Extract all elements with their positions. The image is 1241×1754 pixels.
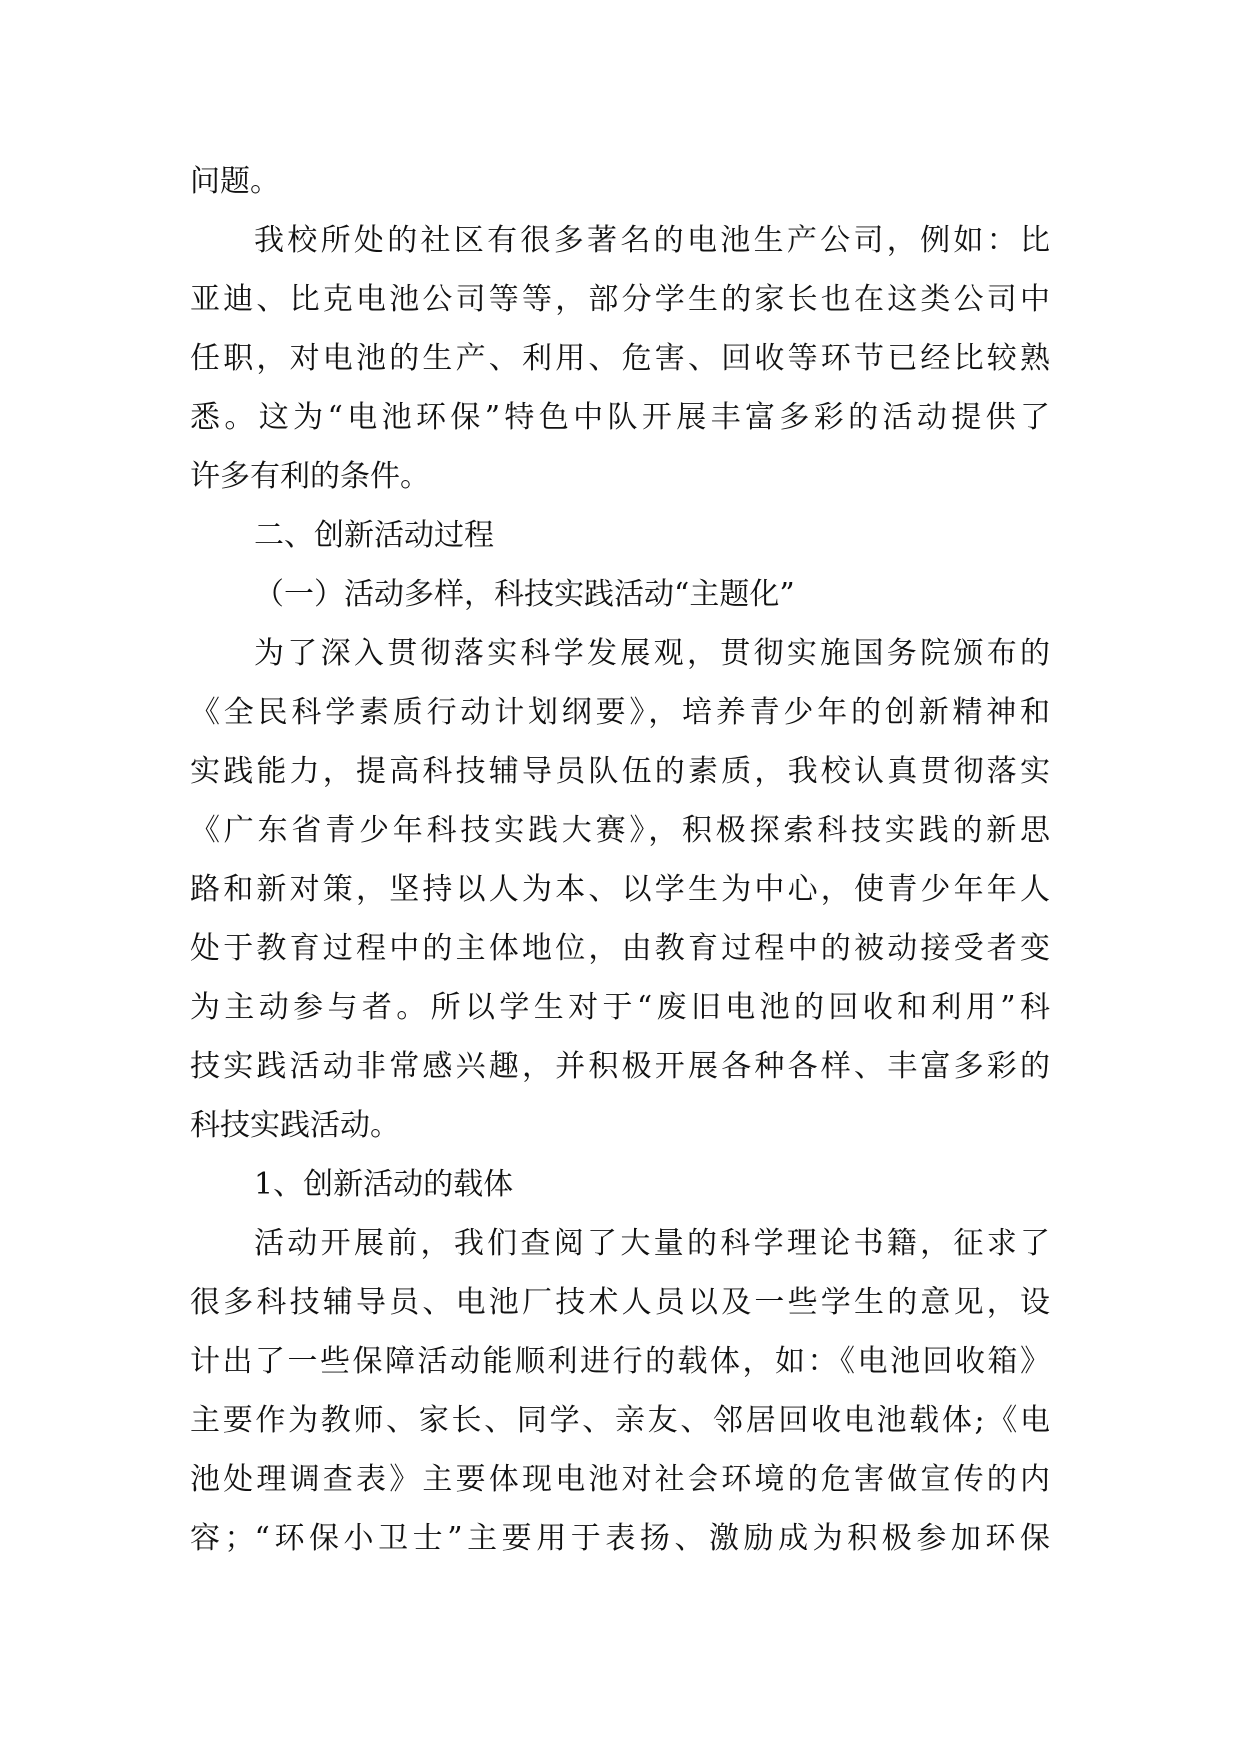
paragraph-line: 问题。 [190,164,280,199]
paragraph-line: 为了深入贯彻落实科学发展观，贯彻实施国务院颁布的 [254,636,1050,671]
paragraph-line: 许多有利的条件。 [190,459,430,494]
paragraph-line: 处于教育过程中的主体地位，由教育过程中的被动接受者变 [190,931,1050,966]
subsection-heading: （一）活动多样，科技实践活动“主题化” [254,577,795,612]
paragraph-line: 池处理调查表》主要体现电池对社会环境的危害做宣传的内 [190,1462,1050,1497]
paragraph-line: 《全民科学素质行动计划纲要》，培养青少年的创新精神和 [190,695,1050,730]
paragraph-line: 活动开展前，我们查阅了大量的科学理论书籍，征求了 [254,1226,1050,1261]
paragraph-line: 科技实践活动。 [190,1108,400,1143]
paragraph-line: 我校所处的社区有很多著名的电池生产公司，例如：比 [254,223,1050,258]
paragraph-line: 容；“环保小卫士”主要用于表扬、激励成为积极参加环保 [190,1521,1050,1556]
body-text [190,152,1050,1568]
section-heading: 二、创新活动过程 [254,518,494,553]
paragraph-line: 亚迪、比克电池公司等等，部分学生的家长也在这类公司中 [190,282,1050,317]
paragraph-line: 很多科技辅导员、电池厂技术人员以及一些学生的意见，设 [190,1285,1050,1320]
paragraph-line: 计出了一些保障活动能顺利进行的载体，如：《电池回收箱》 [190,1344,1050,1379]
paragraph-line: 《广东省青少年科技实践大赛》，积极探索科技实践的新思 [190,813,1050,848]
numbered-heading: 1、创新活动的载体 [254,1167,514,1202]
paragraph-line: 为主动参与者。所以学生对于“废旧电池的回收和利用”科 [190,990,1050,1025]
paragraph-line: 任职，对电池的生产、利用、危害、回收等环节已经比较熟 [190,341,1050,376]
paragraph-line: 路和新对策，坚持以人为本、以学生为中心，使青少年年人 [190,872,1050,907]
paragraph-line: 技实践活动非常感兴趣，并积极开展各种各样、丰富多彩的 [190,1049,1050,1084]
paragraph-line: 主要作为教师、家长、同学、亲友、邻居回收电池载体;《电 [190,1403,1050,1438]
paragraph-line: 实践能力，提高科技辅导员队伍的素质，我校认真贯彻落实 [190,754,1050,789]
paragraph-line: 悉。这为“电池环保”特色中队开展丰富多彩的活动提供了 [190,400,1050,435]
